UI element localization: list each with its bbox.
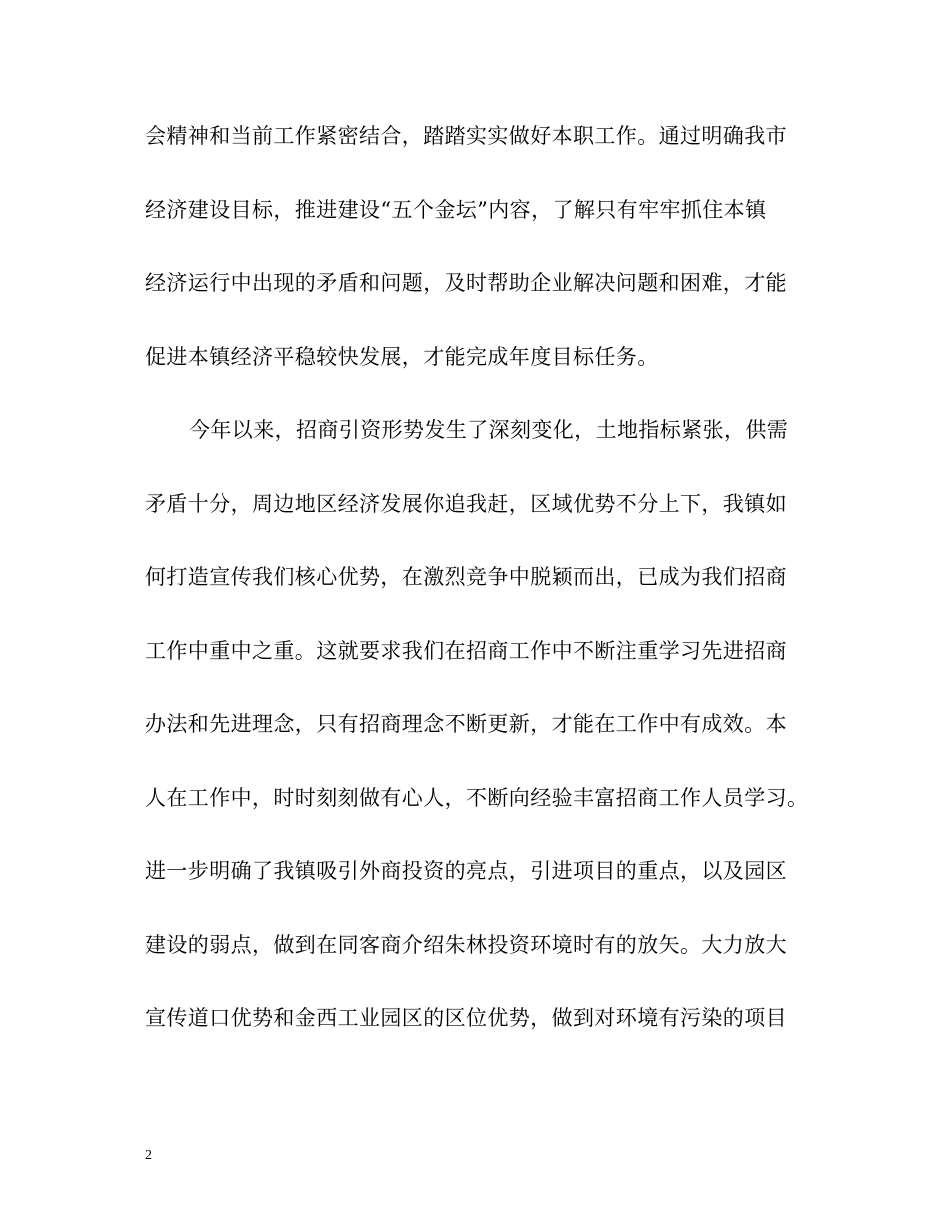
text-line: 促进本镇经济平稳较快发展，才能完成年度目标任务。 [145, 344, 659, 369]
text-line: 进一步明确了我镇吸引外商投资的亮点，引进项目的重点，以及园区 [145, 859, 787, 883]
text-line: 经济建设目标，推进建设“五个金坛”内容，了解只有牢牢抓住本镇 [145, 197, 767, 222]
text-line: 经济运行中出现的矛盾和问题，及时帮助企业解决问题和困难，才能 [145, 271, 787, 295]
page-number: 2 [145, 1148, 152, 1163]
document-body [145, 118, 825, 1074]
text-line: 工作中重中之重。这就要求我们在招商工作中不断注重学习先进招商 [145, 638, 787, 663]
text-line: 建设的弱点，做到在同客商介绍朱林投资环境时有的放矢。大力放大 [145, 932, 787, 957]
text-line: 矛盾十分，周边地区经济发展你追我赶，区域优势不分上下，我镇如 [145, 491, 787, 516]
text-line: 人在工作中，时时刻刻做有心人，不断向经验丰富招商工作人员学习。 [145, 785, 809, 810]
text-line: 何打造宣传我们核心优势，在激烈竞争中脱颖而出，已成为我们招商 [145, 565, 787, 589]
paragraph-first-line: 今年以来，招商引资形势发生了深刻变化，土地指标紧张，供需 [189, 418, 789, 442]
text-line: 会精神和当前工作紧密结合，踏踏实实做好本职工作。通过明确我市 [145, 124, 787, 148]
text-line: 办法和先进理念，只有招商理念不断更新，才能在工作中有成效。本 [145, 712, 787, 736]
text-line: 宣传道口优势和金西工业园区的区位优势，做到对环境有污染的项目 [145, 1006, 787, 1030]
